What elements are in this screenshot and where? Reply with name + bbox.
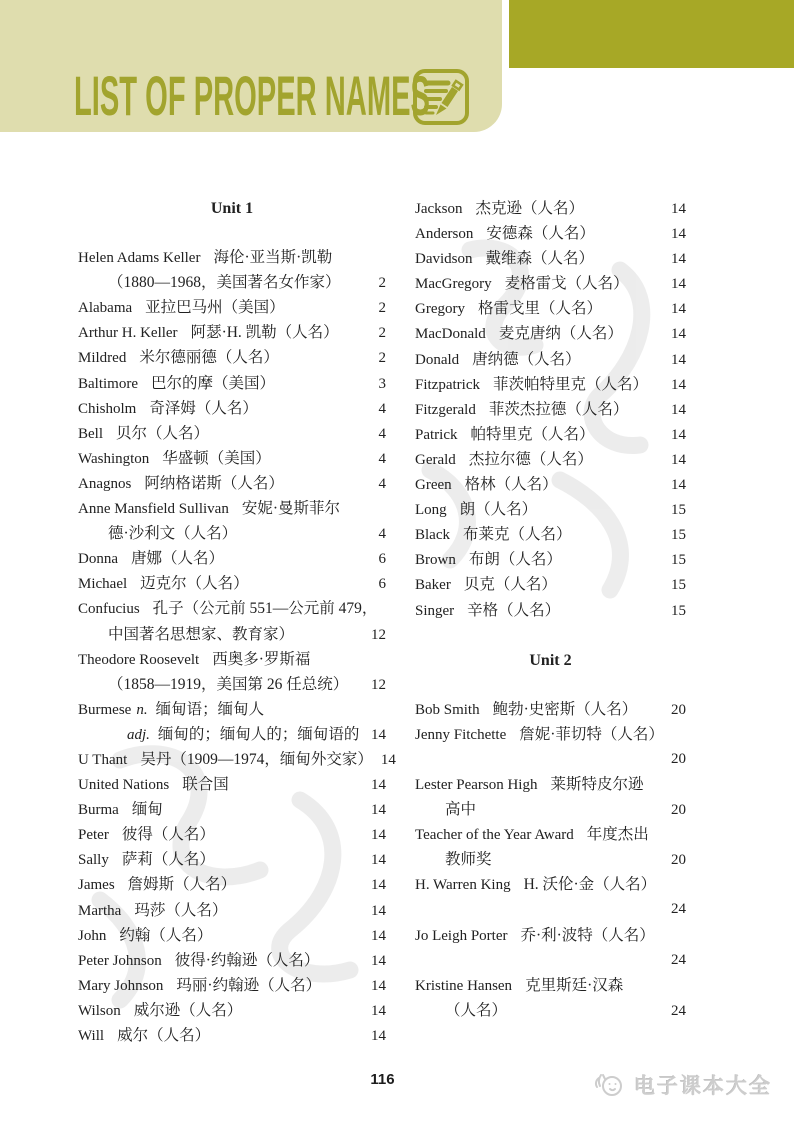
entry-term: Bob Smith [415, 701, 480, 718]
entry-line [78, 672, 386, 697]
glossary-entry [78, 973, 386, 998]
unit-heading: Unit 2 [529, 651, 572, 669]
glossary-entry [78, 998, 386, 1023]
entry-translation: 吴丹（1909—1974，缅甸外交家） [140, 750, 373, 768]
glossary-entry [78, 948, 386, 973]
entry-page-ref: 14 [371, 802, 386, 819]
entry-line [415, 822, 686, 847]
entry-translation: 彼得·约翰逊（人名） [174, 951, 320, 969]
entry-line [78, 295, 386, 320]
entry-term: Alabama [78, 300, 133, 317]
entry-line [78, 847, 386, 872]
entry-term: John [78, 927, 107, 944]
entry-page-ref: 14 [671, 426, 686, 443]
glossary-entry [78, 320, 386, 345]
entry-page-ref: 20 [671, 701, 686, 718]
entry-page-ref: 15 [671, 527, 686, 544]
glossary-entry [415, 722, 686, 772]
entry-translation: 缅甸 [131, 801, 163, 819]
glossary-entry [78, 1023, 386, 1048]
entry-translation: 杰拉尔德（人名） [468, 450, 593, 468]
entry-line [415, 998, 686, 1023]
glossary-entry [78, 847, 386, 872]
entry-page-ref: 4 [378, 526, 386, 543]
entry-translation: 菲茨帕特里克（人名） [492, 375, 648, 393]
glossary-entry [78, 496, 386, 546]
entry-translation: 杰克逊（人名） [475, 200, 585, 217]
entry-line [415, 321, 686, 346]
entry-translation: 玛丽·约翰逊（人名） [176, 976, 322, 994]
glossary-entry [78, 923, 386, 948]
entry-line [78, 596, 386, 621]
entry-line [415, 296, 686, 321]
entry-term: United Nations [78, 777, 170, 794]
entry-page-ref: 14 [671, 451, 686, 468]
entry-line [78, 446, 386, 471]
glossary-entry [415, 572, 686, 597]
unit-heading: Unit 1 [210, 200, 254, 217]
entry-translation: 巴尔的摩（美国） [151, 374, 276, 392]
entry-page-ref: 12 [371, 676, 386, 693]
entry-page-ref: 15 [671, 552, 686, 569]
entry-page-ref: 6 [378, 576, 386, 593]
entry-term: Fitzpatrick [415, 376, 480, 393]
folio-page-number: 116 [370, 1071, 395, 1088]
entry-term: Brown [415, 552, 456, 569]
entry-term: Anne Mansfield Sullivan [78, 501, 229, 518]
entry-translation: 詹妮·菲切特（人名） [519, 725, 664, 743]
entry-page-ref: 14 [671, 401, 686, 418]
entry-translation: 朗（人名） [459, 501, 538, 519]
entry-translation: 阿瑟·H. 凯勒（人名） [190, 324, 339, 342]
glossary-entry [78, 596, 386, 646]
entry-page-ref: 24 [671, 1002, 686, 1019]
entry-page-ref: 20 [671, 802, 686, 819]
entry-translation: （1880—1968，美国著名女作家） [108, 274, 341, 292]
entry-line [415, 347, 686, 372]
entry-line [78, 270, 386, 295]
entry-term: H. Warren King [415, 877, 511, 894]
entry-line [78, 396, 386, 421]
glossary-entry [78, 245, 386, 295]
site-watermark [592, 1070, 772, 1100]
glossary-entry [415, 973, 686, 1023]
entry-term: U Thant [78, 751, 128, 768]
entry-translation: （人名） [445, 1001, 508, 1019]
entry-term: Donald [415, 351, 460, 368]
entry-page-ref: 6 [378, 551, 386, 568]
entry-page-ref: 14 [380, 751, 396, 768]
glossary-entry [78, 546, 386, 571]
entry-term: Wilson [78, 1002, 121, 1019]
entry-term: Long [415, 502, 447, 519]
glossary-entry [78, 747, 396, 772]
entry-page-ref: 4 [378, 475, 386, 492]
glossary-entry [415, 347, 686, 372]
glossary-entry [415, 196, 686, 221]
entry-translation: 威尔（人名） [117, 1027, 211, 1044]
entry-term: Confucius [78, 601, 140, 618]
entry-line [415, 397, 686, 422]
entry-term: Kristine Hansen [415, 977, 513, 994]
entry-page-ref: 2 [378, 275, 386, 292]
entry-translation: 戴维森（人名） [485, 250, 595, 268]
entry-line [78, 471, 386, 496]
entry-page-ref: 2 [378, 300, 386, 317]
entry-page-ref: 20 [671, 852, 686, 869]
entry-line [78, 772, 386, 797]
entry-term: Theodore Roosevelt [78, 651, 200, 668]
entry-line [415, 221, 686, 246]
entry-translation: 布朗（人名） [468, 551, 562, 569]
entry-page-ref: 4 [378, 400, 386, 417]
glossary-entry [78, 697, 386, 747]
entry-pos-label: n. [136, 701, 148, 718]
glossary-entry [78, 872, 386, 897]
entry-page-ref: 14 [371, 1028, 386, 1044]
entry-page-ref: 14 [371, 927, 386, 944]
glossary-entry [415, 221, 686, 246]
entry-translation: 安德森（人名） [486, 225, 595, 243]
entry-term: Mildred [78, 350, 127, 367]
entry-line [78, 822, 386, 847]
glossary-column-left [78, 196, 396, 1048]
entry-line [78, 1023, 386, 1048]
entry-term: Jackson [415, 201, 463, 217]
glossary-entry [415, 422, 686, 447]
glossary-entry [78, 822, 386, 847]
entry-translation: 辛格（人名） [467, 601, 561, 619]
entry-line [415, 522, 686, 547]
entry-line [78, 923, 386, 948]
site-watermark-label: 电子课本大全 [634, 1075, 772, 1098]
entry-page-ref: 15 [671, 502, 686, 519]
entry-translation: （1858—1919，美国第 26 任总统） [108, 675, 349, 693]
glossary-entry [415, 697, 686, 722]
glossary-entry [415, 522, 686, 547]
entry-line [415, 923, 686, 948]
entry-term: Donna [78, 551, 118, 568]
entry-translation: 缅甸语；缅甸人 [155, 700, 265, 718]
entry-line [78, 320, 386, 345]
glossary-entry [415, 772, 686, 822]
entry-translation: 唐纳德（人名） [472, 350, 581, 368]
entry-line [415, 797, 686, 822]
entry-term: Patrick [415, 426, 458, 443]
entry-term: Davidson [415, 251, 473, 268]
glossary-entry [78, 571, 386, 596]
glossary-entry [78, 295, 386, 320]
glossary-entry [415, 598, 686, 623]
glossary-entry [415, 246, 686, 271]
entry-page-ref: 14 [671, 301, 686, 318]
entry-term: Anagnos [78, 475, 132, 492]
entry-translation: 约翰（人名） [119, 926, 213, 944]
entry-page-ref: 15 [671, 577, 686, 594]
entry-page-ref: 4 [378, 450, 386, 467]
entry-translation: 米尔德丽德（人名） [139, 349, 279, 367]
entry-term: Baltimore [78, 375, 138, 392]
entry-translation: 缅甸的；缅甸人的；缅甸语的 [157, 725, 360, 743]
glossary-column-right [415, 196, 686, 1023]
entry-page-ref: 14 [371, 952, 386, 969]
entry-page-ref: 24 [671, 951, 686, 968]
entry-line [415, 598, 686, 623]
glossary-entry [78, 371, 386, 396]
entry-line [78, 898, 386, 923]
entry-page-ref: 14 [371, 726, 386, 743]
entry-translation: 联合国 [182, 776, 229, 794]
entry-translation: 高中 [445, 801, 477, 819]
entry-pos-label: adj. [127, 726, 150, 743]
glossary-entry [78, 772, 386, 797]
entry-translation: 年度杰出 [586, 826, 649, 844]
entry-line [78, 546, 386, 571]
entry-line [415, 872, 686, 897]
entry-line [78, 571, 386, 596]
glossary-entry [415, 271, 686, 296]
entry-translation: 詹姆斯（人名） [127, 876, 237, 894]
entry-page-ref: 14 [671, 376, 686, 393]
entry-line [78, 496, 386, 521]
entry-line [415, 547, 686, 572]
entry-term: Jo Leigh Porter [415, 927, 508, 944]
glossary-entry [415, 447, 686, 472]
entry-term: Peter Johnson [78, 952, 162, 969]
glossary-entry [415, 547, 686, 572]
entry-page-ref: 14 [371, 827, 386, 844]
entry-page-ref: 14 [371, 852, 386, 869]
glossary-entry [415, 296, 686, 321]
entry-translation: 麦克唐纳（人名） [498, 325, 623, 343]
entry-page-ref: 14 [371, 777, 386, 794]
entry-page-ref: 14 [671, 326, 686, 343]
entry-line [415, 572, 686, 597]
entry-translation: 贝尔（人名） [116, 424, 210, 442]
entry-translation: 亚拉巴马州（美国） [145, 299, 285, 317]
entry-page-ref: 14 [671, 201, 686, 217]
entry-page-ref: 14 [371, 1002, 386, 1019]
entry-term: Washington [78, 450, 150, 467]
entry-line [78, 998, 386, 1023]
entry-term: Arthur H. Keller [78, 325, 178, 342]
entry-translation: 萨莉（人名） [121, 851, 215, 869]
entry-term: Gerald [415, 451, 456, 468]
entry-line [415, 196, 686, 221]
entry-translation: 麦格雷戈（人名） [504, 275, 629, 293]
entry-translation: 奇泽姆（人名） [149, 399, 258, 417]
entry-line [415, 271, 686, 296]
glossary-entry [415, 372, 686, 397]
entry-translation: 格林（人名） [464, 476, 558, 494]
entry-translation: 贝克（人名） [463, 576, 557, 594]
entry-line [415, 372, 686, 397]
entry-term: James [78, 877, 115, 894]
entry-term: Bell [78, 425, 103, 442]
entry-line [78, 872, 386, 897]
glossary-entry [415, 397, 686, 422]
glossary-entry [415, 822, 686, 872]
entry-line [78, 421, 386, 446]
glossary-entry [415, 497, 686, 522]
glossary-entry [78, 446, 386, 471]
entry-line [78, 973, 386, 998]
entry-term: Sally [78, 852, 109, 869]
glossary-entry [78, 421, 386, 446]
entry-line [415, 246, 686, 271]
entry-page-ref: 24 [671, 901, 686, 918]
entry-translation: 中国著名思想家、教育家） [108, 625, 295, 643]
entry-translation: 玛莎（人名） [134, 901, 228, 919]
entry-line [78, 697, 386, 722]
entry-term: Lester Pearson High [415, 776, 538, 793]
entry-term: Peter [78, 827, 109, 844]
entry-line [415, 472, 686, 497]
entry-line [78, 722, 386, 747]
entry-term: MacDonald [415, 326, 486, 343]
entry-line [415, 948, 686, 973]
entry-translation: 阿纳格诺斯（人名） [144, 474, 284, 492]
entry-translation: 格雷戈里（人名） [477, 300, 602, 318]
entry-line [415, 747, 686, 772]
entry-translation: 菲茨杰拉德（人名） [488, 400, 629, 418]
entry-term: Teacher of the Year Award [415, 827, 574, 844]
entry-page-ref: 20 [671, 750, 686, 767]
entry-term: Will [78, 1028, 105, 1044]
entry-page-ref: 14 [671, 276, 686, 293]
entry-line [78, 245, 386, 270]
entry-term: Chisholm [78, 400, 137, 417]
glossary-entry [415, 472, 686, 497]
entry-term: Singer [415, 602, 455, 619]
entry-page-ref: 14 [671, 226, 686, 243]
glossary-entry [78, 396, 386, 421]
entry-term: Burma [78, 802, 119, 819]
entry-page-ref: 15 [671, 602, 686, 619]
entry-translation: 莱斯特皮尔逊 [550, 775, 644, 793]
entry-translation: 乔·利·波特（人名） [520, 926, 655, 944]
entry-term: Burmese [78, 701, 132, 718]
entry-line [415, 973, 686, 998]
entry-term: Anderson [415, 226, 474, 243]
entry-term: Martha [78, 902, 122, 919]
entry-line [415, 447, 686, 472]
entry-translation: 唐娜（人名） [131, 550, 225, 568]
entry-line [415, 422, 686, 447]
entry-term: Gregory [415, 301, 465, 318]
glossary-entry [415, 321, 686, 346]
entry-line [78, 521, 386, 546]
header-olive-band [509, 0, 794, 68]
notepad-pencil-icon [412, 68, 470, 126]
entry-page-ref: 12 [371, 626, 386, 643]
entry-line [78, 948, 386, 973]
entry-term: Fitzgerald [415, 401, 476, 418]
entry-translation: 安妮·曼斯菲尔 [241, 500, 340, 518]
glossary-entry [415, 923, 686, 973]
entry-translation: 海伦·亚当斯·凯勒 [213, 249, 333, 267]
entry-translation: 迈克尔（人名） [140, 575, 249, 593]
entry-line [78, 797, 386, 822]
entry-line [78, 647, 386, 672]
entry-line [415, 722, 686, 747]
glossary-entry [78, 647, 386, 697]
entry-page-ref: 3 [378, 375, 386, 392]
entry-translation: 威尔逊（人名） [133, 1001, 243, 1019]
entry-translation: 布莱克（人名） [463, 526, 572, 544]
entry-page-ref: 14 [671, 351, 686, 368]
entry-line [415, 847, 686, 872]
glossary-entry [415, 872, 686, 922]
mascot-icon [592, 1070, 626, 1100]
entry-translation: 彼得（人名） [121, 826, 215, 844]
entry-translation: 西奥多·罗斯福 [212, 650, 311, 668]
entry-term: Jenny Fitchette [415, 726, 507, 743]
entry-page-ref: 14 [671, 251, 686, 268]
entry-term: Michael [78, 576, 128, 593]
entry-line [78, 747, 396, 772]
entry-term: Black [415, 527, 450, 544]
glossary-entry [78, 898, 386, 923]
entry-term: Green [415, 477, 452, 494]
entry-line [415, 497, 686, 522]
entry-page-ref: 14 [671, 477, 686, 494]
entry-page-ref: 14 [371, 977, 386, 994]
entry-translation: 帕特里克（人名） [470, 425, 595, 443]
entry-term: Mary Johnson [78, 977, 164, 994]
entry-page-ref: 4 [378, 425, 386, 442]
entry-line [415, 697, 686, 722]
entry-translation: 孔子（公元前 551—公元前 479， [152, 600, 378, 618]
entry-page-ref: 2 [378, 325, 386, 342]
entry-translation: 克里斯廷·汉森 [525, 976, 624, 994]
entry-translation: 华盛顿（美国） [162, 449, 271, 467]
entry-translation: 教师奖 [445, 851, 492, 869]
entry-translation: 德·沙利文（人名） [108, 525, 238, 543]
entry-line [78, 345, 386, 370]
entry-page-ref: 14 [371, 902, 386, 919]
entry-line [78, 622, 386, 647]
entry-term: MacGregory [415, 276, 492, 293]
page-title: LIST OF PROPER NAMES [74, 64, 430, 127]
entry-term: Helen Adams Keller [78, 250, 201, 267]
entry-term: Baker [415, 577, 451, 594]
entry-line [415, 772, 686, 797]
glossary-entry [78, 797, 386, 822]
glossary-entry [78, 345, 386, 370]
entry-translation: H. 沃伦·金（人名） [523, 876, 657, 894]
entry-line [78, 371, 386, 396]
glossary-entry [78, 471, 386, 496]
entry-translation: 鲍勃·史密斯（人名） [492, 700, 638, 718]
entry-line [415, 897, 686, 922]
entry-page-ref: 14 [371, 877, 386, 894]
entry-page-ref: 2 [378, 350, 386, 367]
